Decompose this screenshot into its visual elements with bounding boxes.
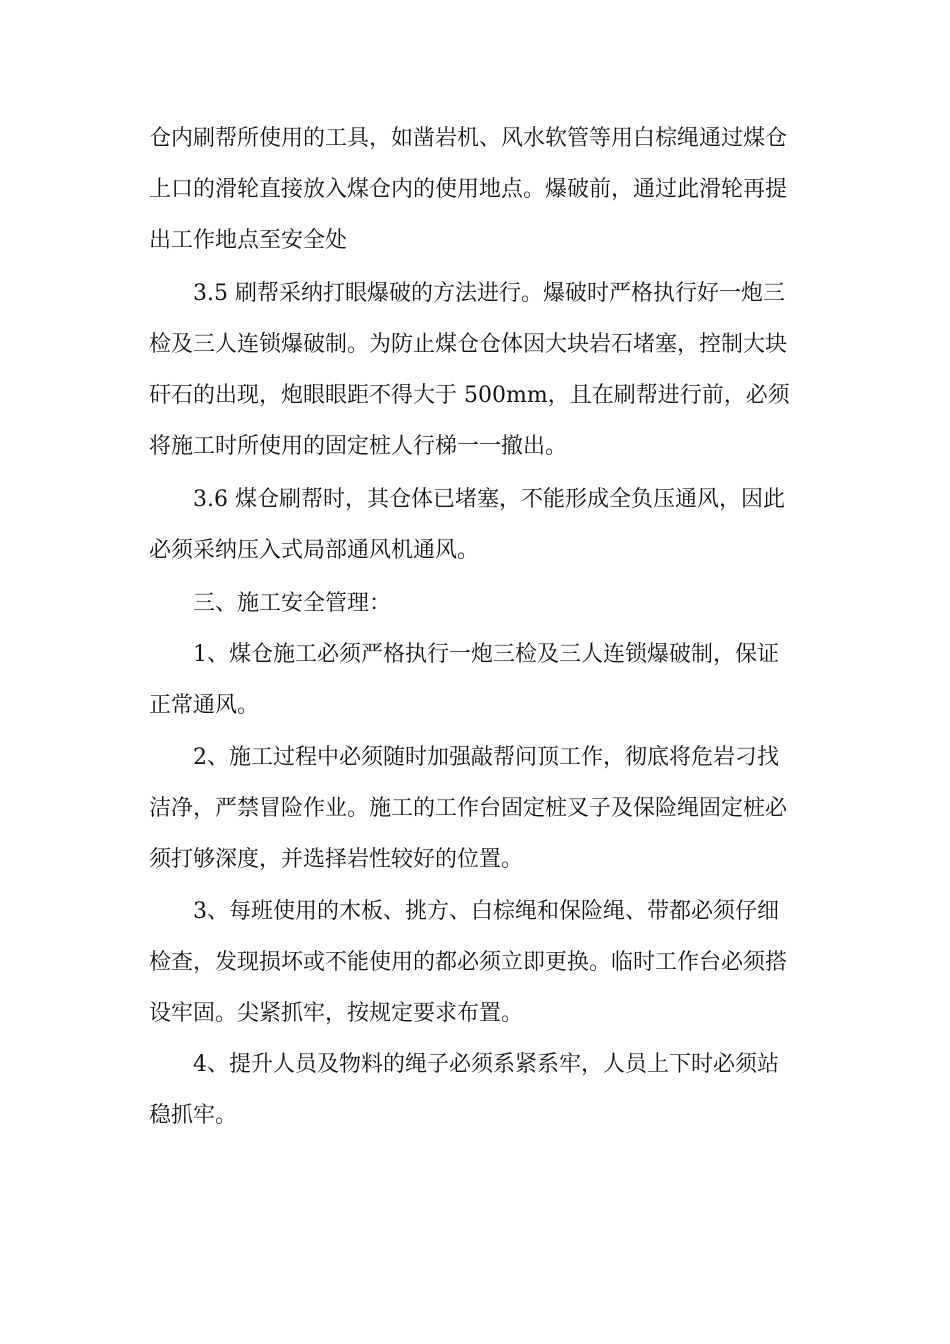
- text-line: 仓内刷帮所使用的工具，如凿岩机、风水软管等用白棕绳通过煤仓: [149, 126, 788, 151]
- text-line: 须打够深度，并选择岩性较好的位置。: [149, 847, 524, 872]
- text-line: 1、煤仓施工必须严格执行一炮三检及三人连锁爆破制，保证: [193, 642, 779, 667]
- text-line: 出工作地点至安全处: [149, 228, 348, 253]
- text-line: 洁净，严禁冒险作业。施工的工作台固定桩叉子及保险绳固定桩必: [149, 796, 788, 821]
- text-line: 上口的滑轮直接放入煤仓内的使用地点。爆破前，通过此滑轮再提: [149, 177, 788, 202]
- text-line: 将施工时所使用的固定桩人行梯一一撤出。: [149, 434, 568, 459]
- text-line: 3.6 煤仓刷帮时，其仓体已堵塞，不能形成全负压通风，因此: [193, 487, 785, 512]
- text-line: 3.5 刷帮采纳打眼爆破的方法进行。爆破时严格执行好一炮三: [193, 281, 785, 306]
- text-line: 矸石的出现，炮眼眼距不得大于 500mm，且在刷帮进行前，必须: [149, 383, 790, 408]
- text-line: 3、每班使用的木板、挑方、白棕绳和保险绳、带都必须仔细: [193, 899, 779, 924]
- text-line: 2、施工过程中必须随时加强敲帮问顶工作，彻底将危岩刁找: [193, 745, 779, 770]
- text-line: 设牢固。尖紧抓牢，按规定要求布置。: [149, 1001, 524, 1026]
- text-line: 正常通风。: [149, 693, 260, 718]
- text-line: 检及三人连锁爆破制。为防止煤仓仓体因大块岩石堵塞，控制大块: [149, 332, 788, 357]
- text-line: 检查，发现损坏或不能使用的都必须立即更换。临时工作台必须搭: [149, 950, 788, 975]
- text-line: 稳抓牢。: [149, 1103, 238, 1128]
- text-line: 必须采纳压入式局部通风机通风。: [149, 538, 480, 563]
- text-line: 4、提升人员及物料的绳子必须系紧系牢，人员上下时必须站: [193, 1052, 779, 1077]
- section-heading: 三、施工安全管理：: [193, 591, 392, 616]
